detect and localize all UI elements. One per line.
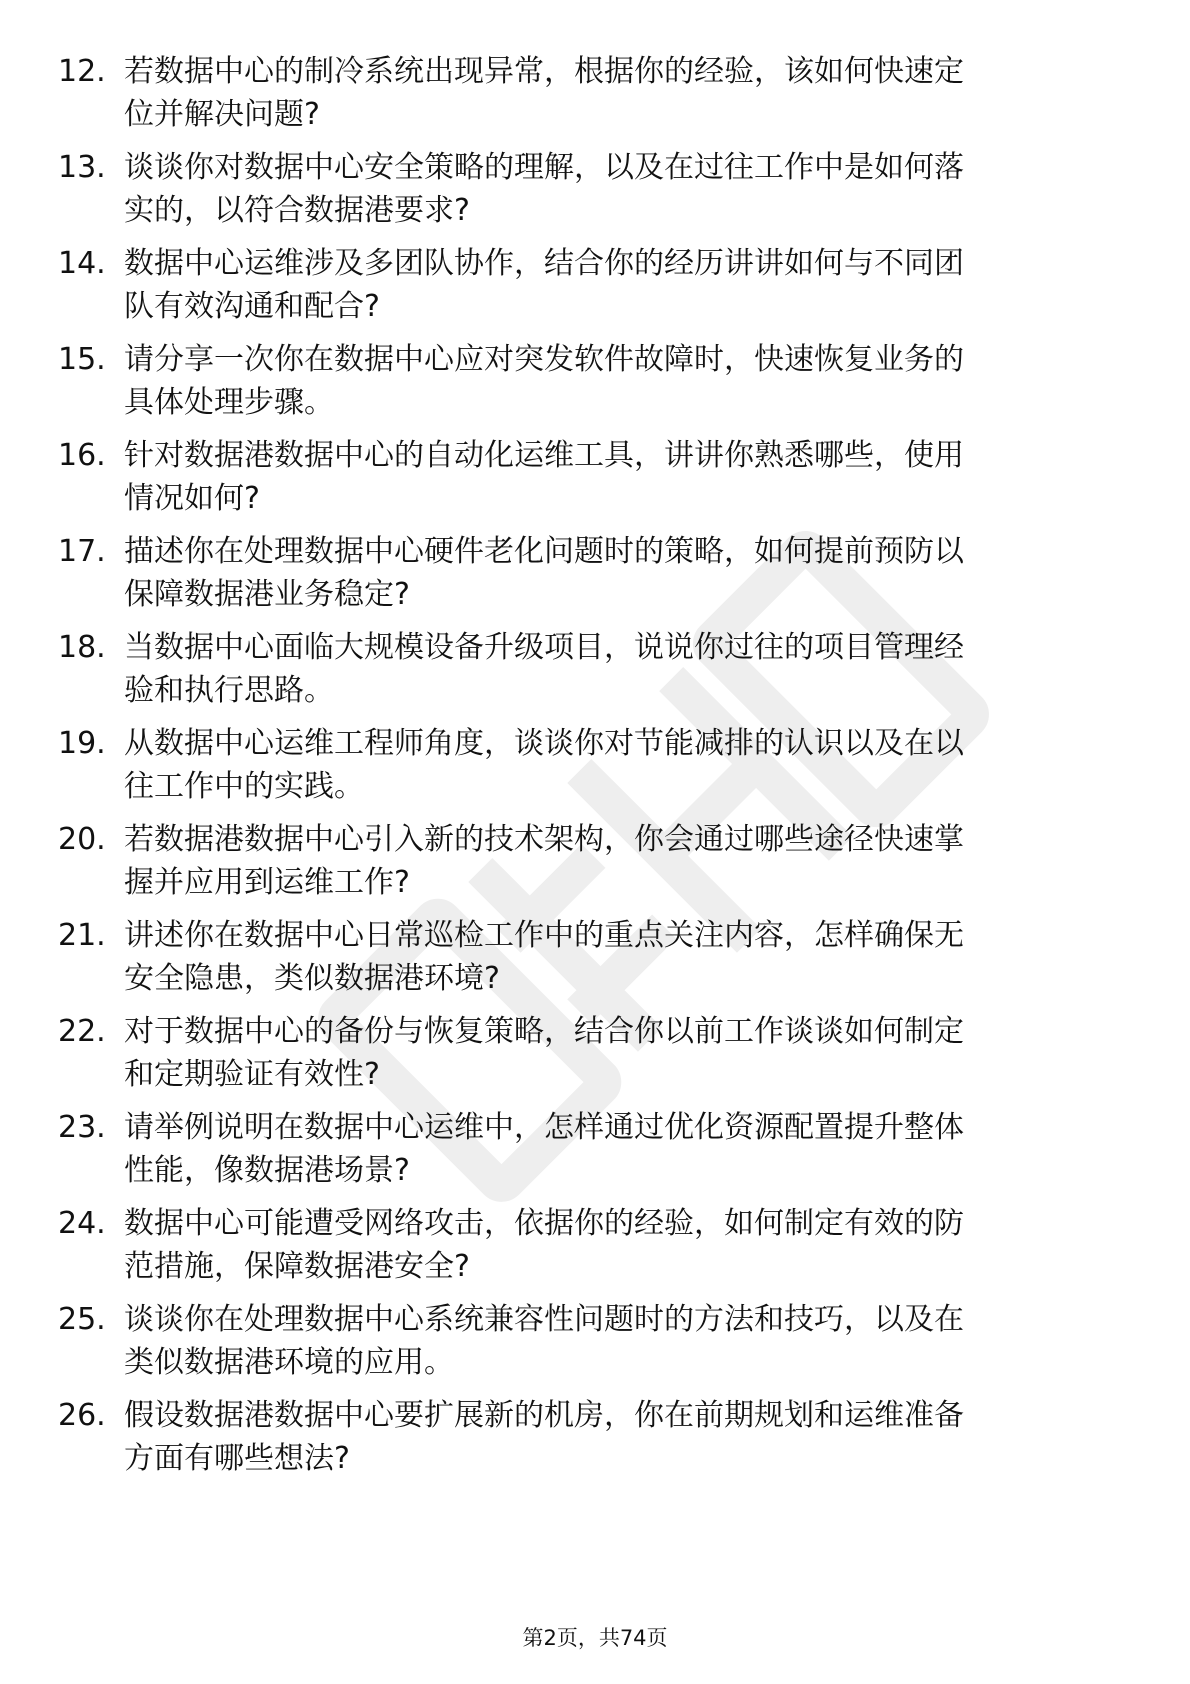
question-number: 17. [58, 534, 106, 569]
question-number: 25. [58, 1302, 106, 1337]
list-item [0, 1010, 1190, 1100]
question-number: 21. [58, 918, 106, 953]
list-item [0, 50, 1190, 140]
list-item [0, 434, 1190, 524]
list-item [0, 242, 1190, 332]
list-item [0, 1298, 1190, 1388]
question-number: 16. [58, 438, 106, 473]
question-number: 19. [58, 726, 106, 761]
question-number: 14. [58, 246, 106, 281]
question-text: 讲述你在数据中心日常巡检工作中的重点关注内容，怎样确保无 安全隐患，类似数据港环境? [124, 918, 964, 996]
list-item [0, 146, 1190, 236]
page-number-label: 第2页，共74页 [522, 1626, 668, 1650]
list-item [0, 1202, 1190, 1292]
question-number: 12. [58, 54, 106, 89]
question-number: 23. [58, 1110, 106, 1145]
list-item [0, 338, 1190, 428]
list-item [0, 722, 1190, 812]
list-item [0, 1394, 1190, 1484]
list-item [0, 1106, 1190, 1196]
question-text: 对于数据中心的备份与恢复策略，结合你以前工作谈谈如何制定 和定期验证有效性? [124, 1014, 964, 1092]
question-number: 18. [58, 630, 106, 665]
question-text: 请分享一次你在数据中心应对突发软件故障时，快速恢复业务的 具体处理步骤。 [124, 342, 964, 420]
question-number: 20. [58, 822, 106, 857]
question-text: 谈谈你对数据中心安全策略的理解，以及在过往工作中是如何落 实的，以符合数据港要求? [124, 150, 964, 228]
question-text: 谈谈你在处理数据中心系统兼容性问题时的方法和技巧，以及在 类似数据港环境的应用。 [124, 1302, 964, 1380]
question-number: 13. [58, 150, 106, 185]
question-text: 描述你在处理数据中心硬件老化问题时的策略，如何提前预防以 保障数据港业务稳定? [124, 534, 964, 612]
question-text: 针对数据港数据中心的自动化运维工具，讲讲你熟悉哪些，使用 情况如何? [124, 438, 964, 516]
question-text: 若数据港数据中心引入新的技术架构，你会通过哪些途径快速掌 握并应用到运维工作? [124, 822, 964, 900]
question-text: 若数据中心的制冷系统出现异常，根据你的经验，该如何快速定 位并解决问题? [124, 54, 964, 132]
question-text: 数据中心可能遭受网络攻击，依据你的经验，如何制定有效的防 范措施，保障数据港安全? [124, 1206, 964, 1284]
list-item [0, 914, 1190, 1004]
list-item [0, 818, 1190, 908]
question-text: 数据中心运维涉及多团队协作，结合你的经历讲讲如何与不同团 队有效沟通和配合? [124, 246, 964, 324]
question-text: 当数据中心面临大规模设备升级项目，说说你过往的项目管理经 验和执行思路。 [124, 630, 964, 708]
question-text: 请举例说明在数据中心运维中，怎样通过优化资源配置提升整体 性能，像数据港场景? [124, 1110, 964, 1188]
question-number: 22. [58, 1014, 106, 1049]
list-item [0, 626, 1190, 716]
question-text: 假设数据港数据中心要扩展新的机房，你在前期规划和运维准备 方面有哪些想法? [124, 1398, 964, 1476]
question-number: 15. [58, 342, 106, 377]
question-number: 24. [58, 1206, 106, 1241]
page-footer [0, 1623, 1190, 1653]
question-text: 从数据中心运维工程师角度，谈谈你对节能减排的认识以及在以 往工作中的实践。 [124, 726, 964, 804]
list-item [0, 530, 1190, 620]
question-number: 26. [58, 1398, 106, 1433]
